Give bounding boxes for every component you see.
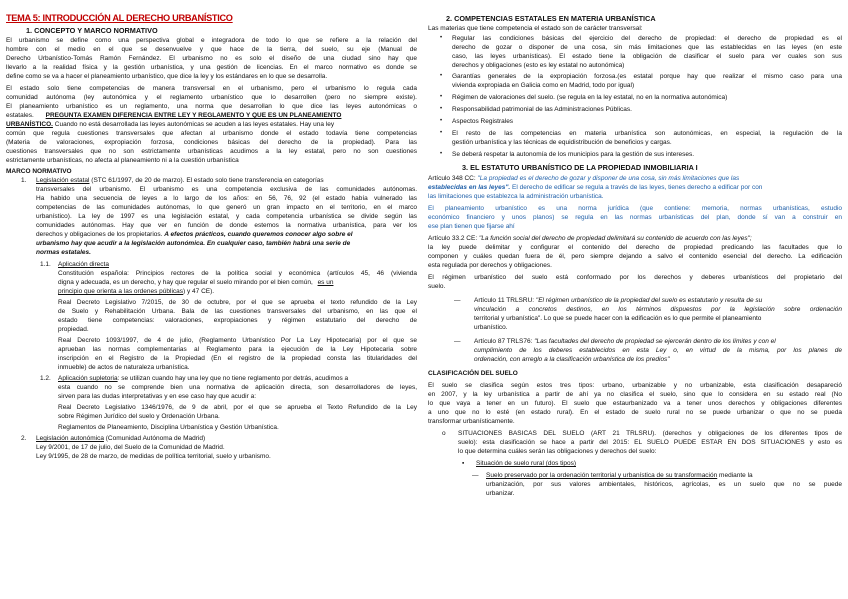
square-marker: ▪: [462, 460, 465, 467]
article-label: Artículo 11 TRLSRU:: [474, 297, 536, 304]
list-number: 2.: [21, 435, 27, 442]
list-item-line: SITUACIONES BASICAS DEL SUELO (ART 21 TRLSRU). (derechos y obligaciones de los diferentes tipos de: [458, 430, 842, 437]
bullet-line: Garantías generales de la expropiación forzosa.(es estatal porque hay que realizar el mismo caso para una: [452, 73, 842, 80]
list-item-line: estado tiene competencias: valoraciones, expropiaciones y régimen estatutario del derecho de: [58, 317, 417, 324]
bullet-line: derecho de gozar o disponer de una cosa, sin más limitaciones que las establecidas en las leyes (en este: [452, 44, 842, 51]
quote-text: "La función social del derecho de propiedad delimitará su contenido de acuerdo con las leyes";: [478, 235, 752, 242]
list-item-line: competencias de las comunidades autónomas, lo que generó un gran impacto en el territorio, en el marco: [36, 204, 417, 211]
list-item-line: [36, 434, 417, 443]
article-label: Artículo 33.2 CE:: [428, 235, 479, 242]
quote-line: vinculación a concretos destinos, en los términos dispuestos por la legislación sobre ordenación: [474, 306, 842, 313]
paragraph-line: ese plan tienen que fijarse ahí: [428, 223, 515, 230]
list-item-line: aprueban las normas complementarias al Reglamento para la ejecución de la Ley Hipotecaria sobre: [58, 346, 417, 353]
list-item-line: Real Decreto Legislativo 7/2015, de 30 de octubre, por el que se aprueba el texto refundido de la Ley: [58, 299, 417, 306]
text-span: El derecho de edificar se regula a través de las leyes, tienes derecho a edificar por con: [510, 184, 763, 191]
list-item-line: [486, 471, 842, 480]
paragraph-line: llevarlo a la realidad física y la gestión urbanística, y una gestión de licencias. En el marco normativo es donde se: [6, 64, 417, 71]
bullet-dot: •: [440, 118, 443, 124]
list-item-line: sirven para las dudas interpretativas y en ese caso hay que acudir a:: [58, 393, 257, 400]
bullet-line: Régimen de valoraciones del suelo. (se regula en la ley estatal, no en la normativa autonómica): [452, 94, 728, 101]
bullet-line: El resto de las competencias en materia urbanística son autonómicas, en especial, la regulación de la: [452, 130, 842, 137]
item-label: Legislación estatal: [36, 177, 90, 184]
list-item-line: suelo): esta clasificación se hace a partir del 2015: EL SUELO PUEDE ESTAR EN DOS SITUACIONES y esto es: [458, 439, 842, 446]
bullet-dot: •: [440, 73, 443, 79]
paragraph-line: estrictamente urbanísticas, no afecta al planeamiento ni a la cuestión urbanística: [6, 157, 239, 164]
quote-text: establecidas en las leyes".: [428, 184, 511, 191]
paragraph-line: componen y cuáles quedan fuera de él, pero siempre dejando a salvo el contenido esencial del derecho. La edificación: [428, 253, 842, 260]
paragraph-line: El régimen urbanístico del suelo está conformado por los derechos y deberes urbanísticos del propietario del: [428, 274, 842, 281]
list-item-line: de Suelo y Rehabilitación Urbana. Bala de las cuestiones transversales del urbanismo, en las que el: [58, 308, 417, 315]
quote-text: "La propiedad es el derecho de gozar y disponer de una cosa, sin más limitaciones que las: [477, 175, 740, 182]
paragraph-line: [428, 234, 842, 243]
bullet-dot: •: [440, 35, 443, 41]
paragraph-line: Las materias que tiene competencia el estado son de carácter transversal:: [428, 25, 643, 32]
exam-question-highlight: URBANÍSTICO.: [6, 121, 53, 128]
list-item-line: propiedad.: [58, 326, 89, 333]
text-span: derechos y obligaciones de los propietarios.: [36, 231, 163, 238]
quote-line: cumplimiento de los deberes establecidos en esta Ley o, en virtud de la misma, por los planes de: [474, 347, 842, 354]
list-item-line: [58, 287, 417, 296]
paragraph-line: cuestiones transversales que no son estrictamente urbanísticas acudimos a la ley estatal, pero no son cuestiones: [6, 148, 417, 155]
quote-line: ordenación, con arreglo a la clasificación urbanística de los predios": [474, 356, 670, 363]
underlined-text: Suelo preservado por la ordenación territorial y urbanística de su transformación: [486, 472, 718, 479]
dash-marker: —: [472, 472, 479, 479]
paragraph-line: económico financiero y unos planos) se regula en las normas urbanísticas del plan, donde sí van a construir en: [428, 214, 842, 221]
paragraph-line: El planeamiento urbanístico es una norma jurídica (que contiene: memoria, normas urbanísticas, estudio: [428, 205, 842, 212]
list-item-line: esta cuando no se comprende bien una normativa de aplicación directa, son desarrolladores de leyes,: [58, 384, 417, 391]
quote-line: territorial y urbanística". Lo que se puede hacer con la edificación es lo que permite el planeamiento: [474, 315, 762, 322]
article-label: Artículo 87 TRLS76:: [474, 338, 535, 345]
bullet-line: Aspectos Registrales: [452, 118, 514, 125]
text-span: mediante la: [717, 472, 753, 479]
paragraph-line: El urbanismo se define como una perspectiva global e integradora de todo lo que se refiere a la relación del: [6, 37, 417, 44]
paragraph-line: El estado solo tiene competencias de manera transversal en el urbanismo, pero el urbanismo lo regula cada: [6, 85, 417, 92]
list-item-line: transversales del urbanismo. El urbanismo es una competencia exclusiva de las comunidades autónomas.: [36, 186, 417, 193]
quote-line: urbanístico.: [474, 324, 508, 331]
marco-normativo-heading: MARCO NORMATIVO: [6, 168, 72, 175]
underlined-text: es un: [317, 279, 334, 286]
list-item-line: inscripción en el Registro de la Propiedad (En el registro de la propiedad consta las titularidades del: [58, 355, 417, 362]
bullet-line: Responsabilidad patrimonial de las Administraciones Públicas.: [452, 106, 632, 113]
list-item-line: Real Decreto 1093/1997, de 4 de julio, (Reglamento Urbanístico Por La Ley Hipotecaria) por el que se: [58, 337, 417, 344]
text-span: (STC 61/1997, de 20 de marzo). El estado solo tiene transferencia en categorías: [91, 177, 324, 184]
list-item-line: Ha habido una secuencia de leyes a lo largo de los años: en 56, 76, 92 (el estado había vulnerado las: [36, 195, 417, 202]
quote-text: "Las facultades del derecho de propiedad se ejercerán dentro de los límites y con el: [534, 338, 776, 345]
paragraph-line: a uno que no lo esté (en estado rural). En el estado de suelo rural no se puede urbanizar o que no se pueda: [428, 409, 842, 416]
bullet-dot: •: [440, 151, 443, 157]
bullet-line: Se deberá respetar la autonomía de los municipios para la gestión de sus intereses.: [452, 151, 695, 158]
paragraph-line: Derecho Urbanístico-Tomás Ramón Fernández. El urbanismo no es solo el diseño de una ciudad sino hay que: [6, 55, 417, 62]
dash-marker: —: [454, 297, 461, 304]
underlined-text: principio que orienta a las ordenes públicas: [58, 288, 184, 295]
paragraph-line: [6, 111, 417, 120]
bullet-dot: •: [440, 130, 443, 136]
paragraph-line: El planeamiento urbanístico es un reglamento, una norma que desarrollan lo que dice las leyes autonómicas o: [6, 103, 417, 110]
section-2-heading: 2. COMPETENCIAS ESTATALES EN MATERIA URBANÍSTICA: [446, 14, 656, 23]
paragraph-line: El suelo se clasifica según estos tres tipos: urbano, urbanizable y no urbanizable, esta clasificación desapareció: [428, 382, 842, 389]
circle-marker: o: [442, 430, 446, 437]
list-item-line: urbanístico). La ley de 1997 es una legislación estatal, y cada competencia urbanística se divide según las: [36, 213, 417, 220]
paragraph-line: [428, 174, 842, 183]
bullet-dot: •: [440, 94, 443, 100]
paragraph-line: suelo.: [428, 283, 446, 290]
text-span: ) y 47 CE).: [183, 288, 215, 295]
paragraph-line: en 2007, y la ley urbanística a partir de ahí ya no clasifica el suelo, sino que lo considera en su estado real (No: [428, 391, 842, 398]
bullet-line: derechos y obligaciones (esto es ley estatal no autonómica): [452, 62, 625, 69]
list-item-line: inmueble) de actos de naturaleza urbanística.: [58, 364, 190, 371]
page-title: TEMA 5: INTRODUCCIÓN AL DERECHO URBANÍSTICO: [6, 13, 233, 23]
text-span: estatales.: [6, 112, 34, 119]
list-item-line: Ley 9/1995, de 28 de marzo, de medidas de política territorial, suelo y urbanismo.: [36, 453, 271, 460]
subsection-label: Aplicación directa: [58, 261, 109, 268]
list-item-line: [36, 230, 417, 239]
list-item-line: sobre Régimen Jurídico del suelo y Ordenación Urbana.: [58, 413, 220, 420]
paragraph-line: esta regulada por derechos y obligaciones.: [428, 262, 552, 269]
paragraph-line: [428, 183, 842, 192]
bullet-dot: •: [440, 106, 443, 112]
quote-text: "El régimen urbanístico de la propiedad del suelo es estatutario y resulta de su: [535, 297, 763, 304]
subsection-number: 1.1.: [40, 261, 51, 268]
paragraph-line: hombre con el medio en el que se desenvuelve y que hace de la tierra, del suelo, su eje (Manual de: [6, 46, 417, 53]
subsection-label: Aplicación supletoria: [58, 375, 118, 382]
list-item-line: Real Decreto Legislativo 1346/1976, de 9 de abril, por el que se aprueba el Texto Refundido de la Ley: [58, 404, 417, 411]
quote-line: [474, 296, 842, 305]
list-item-line: urbanización, por sus valores ambientales, históricos, agrícolas, es un suelo que no se puede: [486, 481, 842, 488]
list-item-line: comunidades autónomas. Hay que ver en función de donde estemos la normativa urbanística, para ver los: [36, 222, 417, 229]
list-number: 1.: [21, 177, 27, 184]
list-item-line: [58, 374, 417, 383]
clasificacion-heading: CLASIFICACIÓN DEL SUELO: [428, 370, 518, 377]
list-item-line: Constitución española: Principios rectores de la política social y económica (artículos 45, 46 (vivienda: [58, 270, 417, 277]
list-item-line: [58, 278, 417, 287]
list-item-line: Ley 9/2001, de 17 de julio, del Suelo de la Comunidad de Madrid.: [36, 444, 225, 451]
list-item-line: Reglamentos de Planeamiento, Disciplina Urbanística y Gestión Urbanística.: [58, 424, 279, 431]
paragraph-line: la ley puede delimitar y configurar el contenido del derecho de propiedad predicando las facultades que lo: [428, 244, 842, 251]
paragraph-line: lo que vaya a tener en un futuro). El suelo que estaurbanizado va a tener unos derechos y obligaciones diferentes: [428, 400, 842, 407]
bullet-line: Regular las condiciones básicas del ejercicio del derecho de propiedad: el derecho de propiedad es el: [452, 35, 842, 42]
paragraph-line: común que regula cuestiones transversales que afectan al urbanismo donde el estado todavía tiene competencias: [6, 130, 417, 137]
emphasis-text: A efectos prácticos, cuando queremos conocer algo sobre el: [164, 231, 353, 238]
section-3-heading: 3. EL ESTATUTO URBANÍSTICO DE LA PROPIEDAD INMOBILIARIA I: [462, 163, 698, 172]
list-item-line: [36, 176, 417, 185]
paragraph-line: (Materia de valoraciones, expropiación forzosa, condiciones básicas del derecho de la propiedad). Para las: [6, 139, 417, 146]
emphasis-text: normas estatales.: [36, 249, 91, 256]
text-span: digna y adecuada, es un derecho, y hay que regular el suelo mirando por el bien común,: [58, 279, 313, 286]
quote-line: [474, 337, 842, 346]
rural-label: Situación de suelo rural (dos tipos): [476, 460, 577, 467]
text-span: Cuando no está desarrollada las leyes autonómicas se acuden a las leyes estatales. Hay una ley: [54, 121, 335, 128]
dash-marker: —: [454, 338, 461, 345]
paragraph-line: define como se va a hacer el planeamiento urbanístico, que dice la ley y los estándares en lo que se desarrolla.: [6, 73, 328, 80]
item-label: Legislación autonómica: [36, 435, 104, 442]
list-item-line: lo que determina cuáles serán las obligaciones y derechos del suelo:: [458, 448, 657, 455]
subsection-number: 1.2.: [40, 375, 51, 382]
emphasis-text: urbanismo hay que acudir a la legislación autonómica. En cualquier caso, también habrá una serie de: [36, 240, 351, 247]
paragraph-line: las limitaciones que establezca la administración urbanística.: [428, 193, 604, 200]
list-item-line: urbanizar.: [486, 490, 515, 497]
article-label: Artículo 348 CC:: [428, 175, 478, 182]
bullet-line: vivienda expropiada en Galicia como en Madrid, todo por igual): [452, 82, 635, 89]
paragraph-line: transformar urbanísticamente.: [428, 418, 515, 425]
bullet-line: caso, las leyes urbanísticas). El estado tiene la obligación de clasificar el suelo para ver cuales son sus: [452, 53, 842, 60]
exam-question-highlight: PREGUNTA EXAMEN DIFERENCIA ENTRE LEY Y REGLAMENTO Y QUE ES UN PLANEAMIENTO: [45, 112, 342, 119]
text-span: : se utilizan cuando hay una ley que no tiene reglamento por detrás, acudimos a: [117, 375, 349, 382]
paragraph-line: comunidad autónoma (ley autonómica y el reglamento urbanístico que lo desarrollen (pero no siempre existe).: [6, 94, 417, 101]
paragraph-line: [6, 120, 417, 129]
text-span: (Comunidad Autónoma de Madrid): [103, 435, 206, 442]
section-1-heading: 1. CONCEPTO Y MARCO NORMATIVO: [26, 26, 158, 35]
bullet-line: gestión urbanística y las técnicas de equidistribución de beneficios y cargas.: [452, 139, 672, 146]
